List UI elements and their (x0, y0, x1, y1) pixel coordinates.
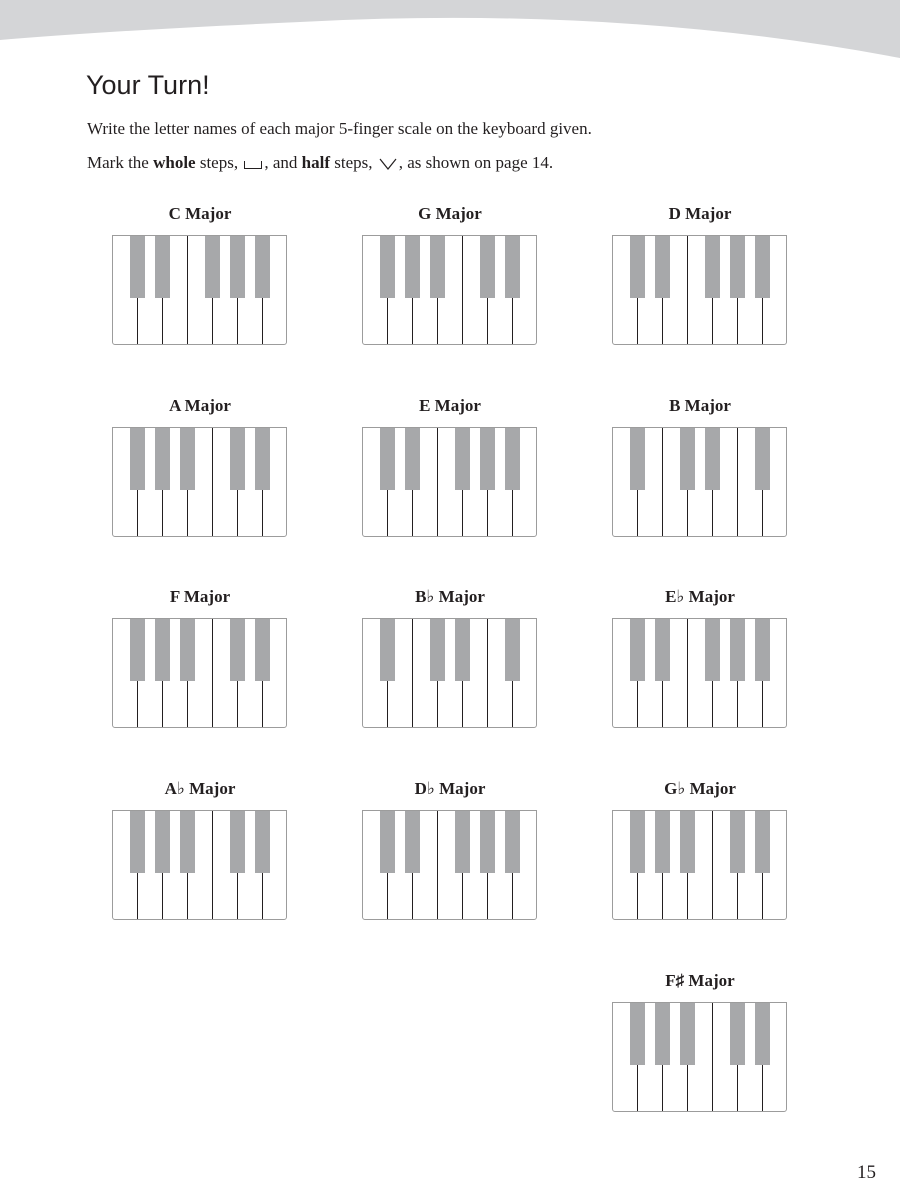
black-key[interactable] (380, 428, 395, 490)
keyboard-g-major (362, 204, 538, 345)
instruction-line-2 (87, 153, 553, 173)
black-key[interactable] (380, 619, 395, 681)
keyboard-e-major (612, 587, 788, 728)
black-key[interactable] (680, 811, 695, 873)
black-key[interactable] (230, 428, 245, 490)
black-key[interactable] (180, 811, 195, 873)
piano-keyboard (362, 235, 537, 345)
black-key[interactable] (230, 811, 245, 873)
page-number: 15 (857, 1162, 876, 1183)
black-key[interactable] (155, 428, 170, 490)
piano-keyboard (112, 235, 287, 345)
keyboard-b-major (362, 587, 538, 728)
piano-keyboard (112, 618, 287, 728)
header-arc-decoration (0, 0, 900, 60)
black-key[interactable] (455, 428, 470, 490)
black-key[interactable] (155, 619, 170, 681)
black-key[interactable] (705, 236, 720, 298)
black-key[interactable] (755, 236, 770, 298)
piano-keyboard (362, 618, 537, 728)
piano-keyboard (362, 427, 537, 537)
black-key[interactable] (630, 428, 645, 490)
instr-text: , as shown on page 14. (398, 153, 554, 172)
black-key[interactable] (705, 619, 720, 681)
piano-keyboard (112, 427, 287, 537)
instr-text: steps, (195, 153, 243, 172)
black-key[interactable] (180, 428, 195, 490)
black-key[interactable] (380, 236, 395, 298)
black-key[interactable] (455, 811, 470, 873)
black-key[interactable] (630, 619, 645, 681)
black-key[interactable] (480, 236, 495, 298)
black-key[interactable] (130, 428, 145, 490)
black-key[interactable] (180, 619, 195, 681)
keyboard-label: F♯ Major (665, 971, 735, 990)
keyboard-label: A Major (169, 396, 231, 415)
piano-keyboard (612, 1002, 787, 1112)
black-key[interactable] (655, 619, 670, 681)
black-key[interactable] (455, 619, 470, 681)
keyboard-f-major (612, 971, 788, 1112)
black-key[interactable] (755, 1003, 770, 1065)
black-key[interactable] (655, 1003, 670, 1065)
keyboard-label: F Major (169, 587, 231, 606)
keyboard-label: A♭ Major (164, 779, 236, 798)
piano-keyboard (362, 810, 537, 920)
black-key[interactable] (755, 428, 770, 490)
black-key[interactable] (230, 236, 245, 298)
keyboard-label: E♭ Major (665, 587, 735, 606)
piano-keyboard (612, 235, 787, 345)
piano-keyboard (612, 618, 787, 728)
black-key[interactable] (505, 236, 520, 298)
keyboard-f-major (112, 587, 288, 728)
black-key[interactable] (155, 811, 170, 873)
black-key[interactable] (405, 428, 420, 490)
keyboard-g-major (612, 779, 788, 920)
black-key[interactable] (230, 619, 245, 681)
black-key[interactable] (130, 811, 145, 873)
instr-text: , and (264, 153, 302, 172)
black-key[interactable] (405, 811, 420, 873)
black-key[interactable] (755, 811, 770, 873)
half-step-v-icon (379, 158, 397, 170)
black-key[interactable] (730, 236, 745, 298)
black-key[interactable] (205, 236, 220, 298)
black-key[interactable] (255, 811, 270, 873)
black-key[interactable] (155, 236, 170, 298)
black-key[interactable] (130, 236, 145, 298)
black-key[interactable] (505, 619, 520, 681)
keyboard-a-major (112, 779, 288, 920)
keyboard-d-major (362, 779, 538, 920)
black-key[interactable] (655, 236, 670, 298)
keyboard-label: D♭ Major (414, 779, 486, 798)
instr-text: steps, (329, 153, 377, 172)
whole-step-bracket-icon (244, 161, 262, 169)
keyboard-d-major (612, 204, 788, 345)
black-key[interactable] (655, 811, 670, 873)
black-key[interactable] (730, 619, 745, 681)
black-key[interactable] (405, 236, 420, 298)
black-key[interactable] (430, 236, 445, 298)
keyboard-label: D Major (668, 204, 732, 223)
black-key[interactable] (480, 811, 495, 873)
black-key[interactable] (630, 1003, 645, 1065)
keyboard-label: G♭ Major (664, 779, 736, 798)
keyboard-c-major (112, 204, 288, 345)
black-key[interactable] (430, 619, 445, 681)
black-key[interactable] (630, 236, 645, 298)
black-key[interactable] (755, 619, 770, 681)
piano-keyboard (112, 810, 287, 920)
black-key[interactable] (630, 811, 645, 873)
keyboard-b-major (612, 396, 788, 537)
black-key[interactable] (505, 811, 520, 873)
page-title: Your Turn! (86, 70, 210, 100)
keyboard-label: E Major (419, 396, 481, 415)
keyboard-e-major (362, 396, 538, 537)
black-key[interactable] (255, 428, 270, 490)
black-key[interactable] (480, 428, 495, 490)
black-key[interactable] (730, 1003, 745, 1065)
keyboard-label: G Major (418, 204, 482, 223)
instruction-line-1: Write the letter names of each major 5-finger scale on the keyboard given. (87, 119, 592, 138)
piano-keyboard (612, 810, 787, 920)
keyboard-a-major (112, 396, 288, 537)
instr-text: Mark the (87, 153, 154, 172)
black-key[interactable] (705, 428, 720, 490)
piano-keyboard (612, 427, 787, 537)
black-key[interactable] (680, 428, 695, 490)
keyboard-label: C Major (168, 204, 232, 223)
instr-whole: whole (153, 153, 196, 172)
black-key[interactable] (730, 811, 745, 873)
black-key[interactable] (130, 619, 145, 681)
instr-half: half (301, 153, 330, 172)
black-key[interactable] (505, 428, 520, 490)
black-key[interactable] (380, 811, 395, 873)
keyboard-label: B♭ Major (415, 587, 485, 606)
black-key[interactable] (680, 1003, 695, 1065)
black-key[interactable] (255, 236, 270, 298)
keyboard-label: B Major (669, 396, 731, 415)
black-key[interactable] (255, 619, 270, 681)
